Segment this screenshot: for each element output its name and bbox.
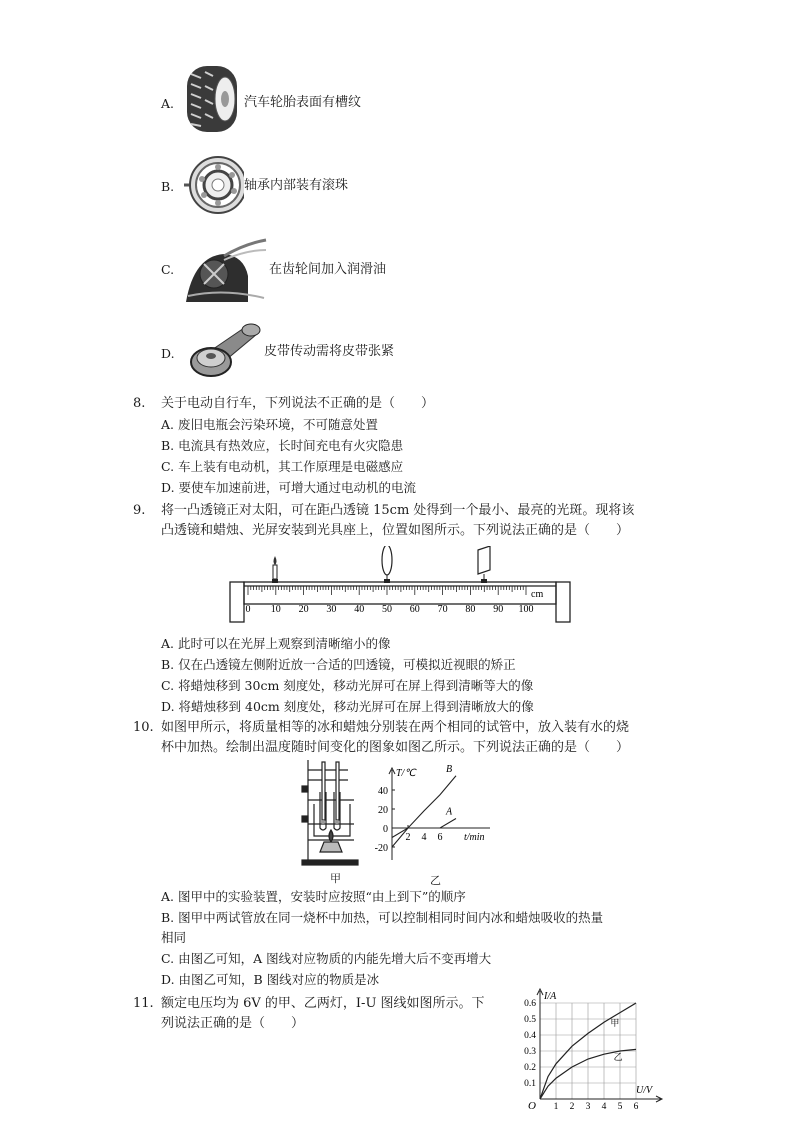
option-d: D. 要使车加速前进，可增大通过电动机的电流 [161,480,417,495]
option-text: 皮带传动需将皮带张紧 [264,344,395,359]
x-tick-label: 5 [617,1102,623,1110]
optical-bench-diagram [228,546,574,624]
ruler-tick-label: 60 [409,604,420,615]
question-number: 10. [133,720,154,735]
question-stem-line1: 将一凸透镜正对太阳，可在距凸透镜 15cm 处得到一个最小、最亮的光斑。现将该 [161,503,635,518]
option-c: C. 由图乙可知，A 图线对应物质的内能先增大后不变再增大 [161,951,492,966]
option-d: D. 由图乙可知，B 图线对应的物质是冰 [161,972,380,987]
question-stem: 关于电动自行车，下列说法不正确的是（ ） [161,396,435,411]
question-stem-line2: 杯中加热。绘制出温度随时间变化的图象如图乙所示。下列说法正确的是（ ） [161,740,630,755]
ruler-unit: cm [531,589,544,600]
question-stem-line1: 如图甲所示，将质量相等的冰和蜡烛分别装在两个相同的试管中，放入装有水的烧 [161,720,630,735]
question-number: 8. [133,396,146,411]
ruler-tick-label: 20 [298,604,309,615]
ruler-tick-label: 40 [354,604,365,615]
current-voltage-chart [516,985,666,1110]
y-tick-label: 40 [378,786,388,797]
ruler-tick-label: 90 [493,604,504,615]
option-a: A. 此时可以在光屏上观察到清晰缩小的像 [161,636,391,651]
question-stem-line1: 额定电压均为 6V 的甲、乙两灯，I-U 图线如图所示。下 [161,996,485,1011]
option-letter: D. [161,346,175,361]
option-b: B. 图甲中两试管放在同一烧杯中加热，可以控制相同时间内冰和蜡烛吸收的热量 [161,910,604,925]
ruler-ticks [248,586,526,595]
figure-yi-label: 乙 [430,874,441,887]
question-stem-line2: 列说法正确的是（ ） [161,1016,305,1031]
y-tick-label: 0.5 [524,1015,536,1025]
y-tick-label: 20 [378,805,388,816]
series-label: 乙 [613,1052,623,1063]
option-letter: C. [161,262,175,277]
series-label: A [446,806,453,818]
x-tick-label: 3 [585,1102,591,1110]
option-b: B. 仅在凸透镜左侧附近放一合适的凹透镜，可模拟近视眼的矫正 [161,657,516,672]
y-tick-label: 0.1 [524,1079,536,1089]
y-tick-label: 0 [383,824,388,835]
ruler-tick-label: 70 [437,604,448,615]
y-tick-label: -20 [374,843,388,854]
option-text: 汽车轮胎表面有槽纹 [244,95,362,110]
origin-label: O [528,1100,536,1110]
question-stem-line2: 凸透镜和蜡烛、光屏安装到光具座上，位置如图所示。下列说法正确的是（ ） [161,523,630,538]
x-axis-label: t/min [464,832,485,843]
ruler-tick-label: 50 [382,604,392,615]
ruler-tick-label: 30 [326,604,337,615]
option-d: D. 将蜡烛移到 40cm 刻度处，移动光屏可在屏上得到清晰放大的像 [161,699,534,714]
option-letter: A. [161,96,175,111]
option-c: C. 车上装有电动机，其工作原理是电磁感应 [161,459,404,474]
x-axis-label: U/V [636,1085,653,1096]
figure-jia-label: 甲 [330,872,341,885]
option-a: A. 图甲中的实验装置，安装时应按照“由上到下”的顺序 [161,889,466,904]
question-number: 11. [133,996,154,1011]
y-axis-label: T/℃ [396,768,416,779]
tire-image [183,64,243,134]
ruler-tick-label: 80 [465,604,476,615]
x-tick-label: 2 [569,1102,575,1110]
x-tick-label: 2 [405,832,411,843]
x-tick-label: 1 [553,1102,559,1110]
option-letter: B. [161,179,175,194]
option-b: B. 电流具有热效应，长时间充电有火灾隐患 [161,438,404,453]
series-label: B [446,764,453,775]
bearing-image [184,153,244,218]
option-text: 轴承内部装有滚珠 [244,178,349,193]
option-a: A. 废旧电瓶会污染环境，不可随意处置 [161,417,378,432]
series-label: 甲 [610,1018,620,1029]
y-tick-label: 0.3 [524,1047,536,1057]
y-tick-label: 0.6 [524,999,536,1009]
x-tick-label: 6 [437,832,443,843]
question-number: 9. [133,503,146,518]
x-tick-label: 6 [633,1102,639,1110]
gear-oil-image [184,236,268,302]
ruler-tick-label: 100 [518,604,534,615]
x-tick-label: 4 [601,1102,607,1110]
ruler-tick-label: 10 [270,604,281,615]
x-tick-label: 4 [421,832,427,843]
option-c: C. 将蜡烛移到 30cm 刻度处，移动光屏可在屏上得到清晰等大的像 [161,678,534,693]
ruler-labels [246,604,534,615]
ruler-tick-label: 0 [245,604,251,615]
option-b-continued: 相同 [161,930,187,945]
belt-drive-image [183,316,265,384]
temperature-time-chart [362,764,502,864]
light-screen [478,546,490,583]
option-text: 在齿轮间加入润滑油 [269,262,387,277]
y-tick-label: 0.2 [524,1063,536,1073]
y-axis-label: I/A [544,991,557,1002]
heating-apparatus-image [298,756,362,868]
candle [272,556,278,583]
convex-lens [382,546,392,583]
y-tick-label: 0.4 [524,1031,536,1041]
